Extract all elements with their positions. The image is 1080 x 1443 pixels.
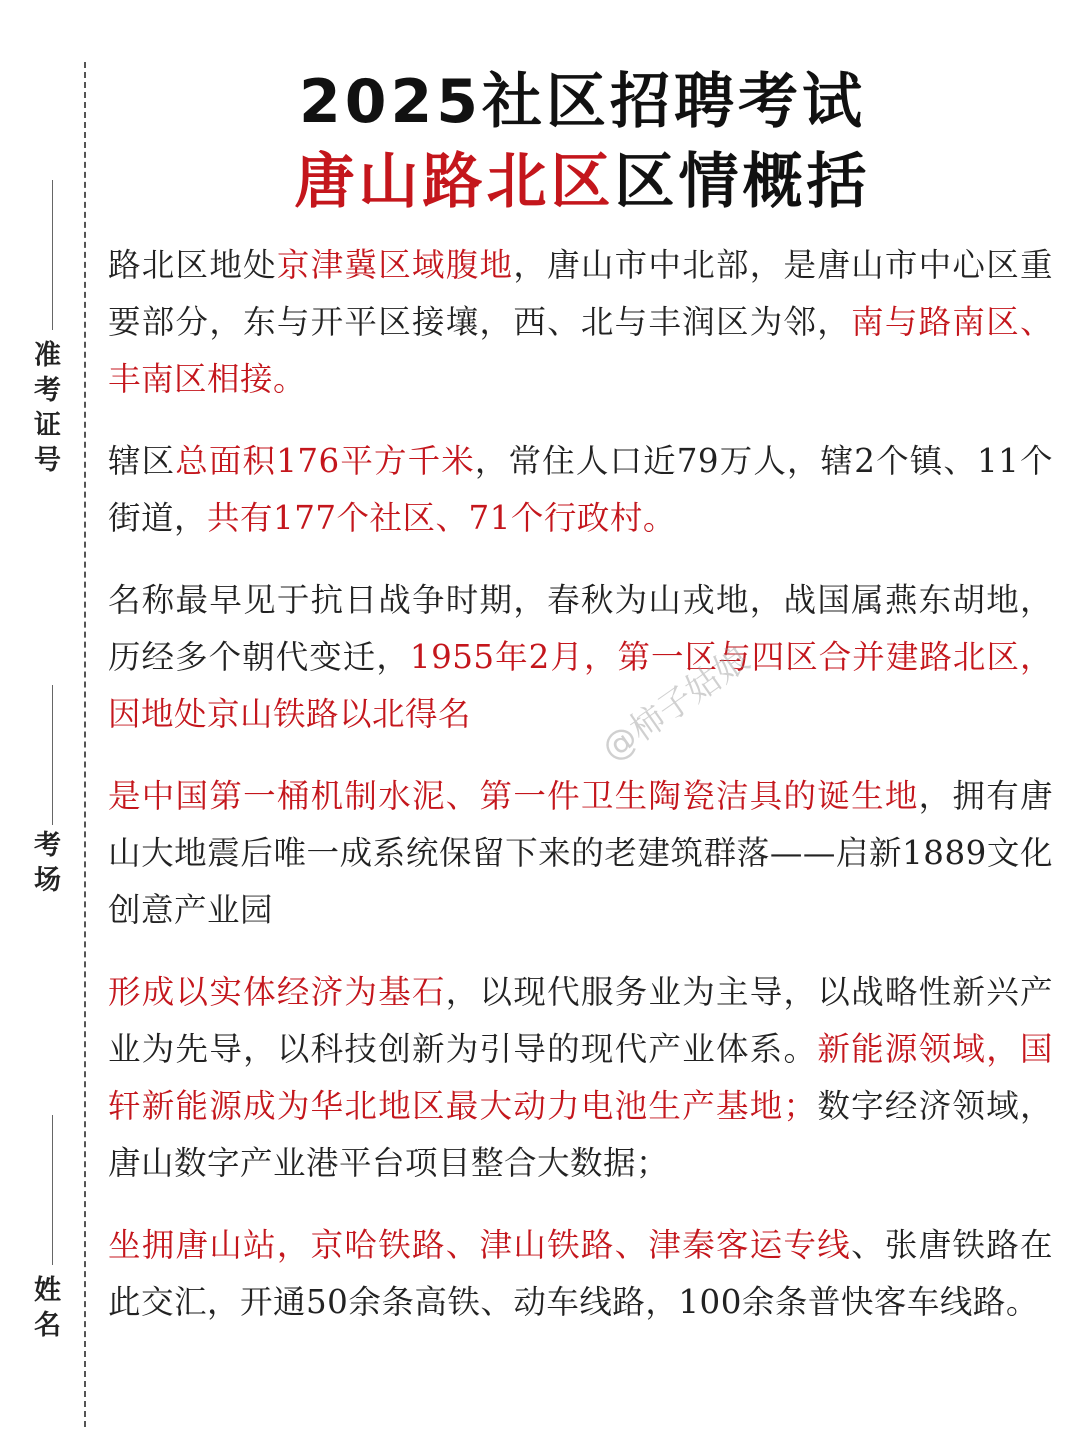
paragraph-4 <box>108 768 1053 939</box>
side-fill-line-room <box>52 685 53 825</box>
watermark: @柿子姑娘 <box>594 639 757 770</box>
subtitle-district: 唐山路北区 <box>294 147 615 217</box>
body-text: ，以现代服务业为主导，以战略性新兴产业为先导，以科技创新为引导的现代产业体系。 <box>108 973 1053 1068</box>
body-text: 名称最早见于抗日战争时期，春秋为山戎地，战国属燕东胡地，历经多个朝代变迁， <box>108 581 1053 676</box>
article-body <box>108 237 1053 1356</box>
body-text: 、张唐铁路在此交汇，开通50余条高铁、动车线路，100余条普快客车线路。 <box>108 1226 1053 1321</box>
highlight-text: 共有177个社区、71个行政村。 <box>207 499 676 537</box>
side-fill-line-ticket <box>52 180 53 330</box>
side-label-ticket-number: 准考证号 <box>29 340 60 480</box>
highlight-text: 京津冀区域腹地 <box>276 246 514 284</box>
highlight-text: 坐拥唐山站，京哈铁路、津山铁路、津秦客运专线 <box>108 1226 852 1264</box>
paragraph-6 <box>108 1217 1053 1331</box>
highlight-text: 总面积176平方千米 <box>175 442 475 480</box>
highlight-text: 1955年2月，第一区与四区合并建路北区，因地处京山铁路以北得名 <box>108 638 1053 733</box>
highlight-text: 南与路南区、丰南区相接。 <box>108 303 1053 398</box>
page-subtitle <box>110 134 1055 220</box>
body-text: 路北区地处 <box>108 246 277 284</box>
highlight-text: 新能源领域，国轩新能源成为华北地区最大动力电池生产基地； <box>108 1030 1053 1125</box>
side-label-exam-room: 考场 <box>29 830 60 900</box>
subtitle-topic: 区情概括 <box>614 147 871 217</box>
side-fill-line-name <box>52 1115 53 1265</box>
body-text: ，常住人口近79万人，辖2个镇、11个街道， <box>108 442 1053 537</box>
paragraph-1 <box>108 237 1053 408</box>
page-title: 2025社区招聘考试 <box>299 67 866 137</box>
side-label-name: 姓名 <box>29 1275 60 1345</box>
body-text: ，唐山市中北部，是唐山市中心区重要部分，东与开平区接壤，西、北与丰润区为邻， <box>108 246 1053 341</box>
body-text: ，拥有唐山大地震后唯一成系统保留下来的老建筑群落——启新1889文化创意产业园 <box>108 777 1053 929</box>
highlight-text: 是中国第一桶机制水泥、第一件卫生陶瓷洁具的诞生地 <box>108 777 919 815</box>
paragraph-2 <box>108 433 1053 547</box>
body-text: 数字经济领域，唐山数字产业港平台项目整合大数据； <box>108 1087 1053 1182</box>
dashed-binding-line <box>84 62 86 1427</box>
paragraph-3 <box>108 572 1053 743</box>
paragraph-5 <box>108 964 1053 1192</box>
body-text: 辖区 <box>108 442 176 480</box>
highlight-text: 形成以实体经济为基石 <box>108 973 446 1011</box>
